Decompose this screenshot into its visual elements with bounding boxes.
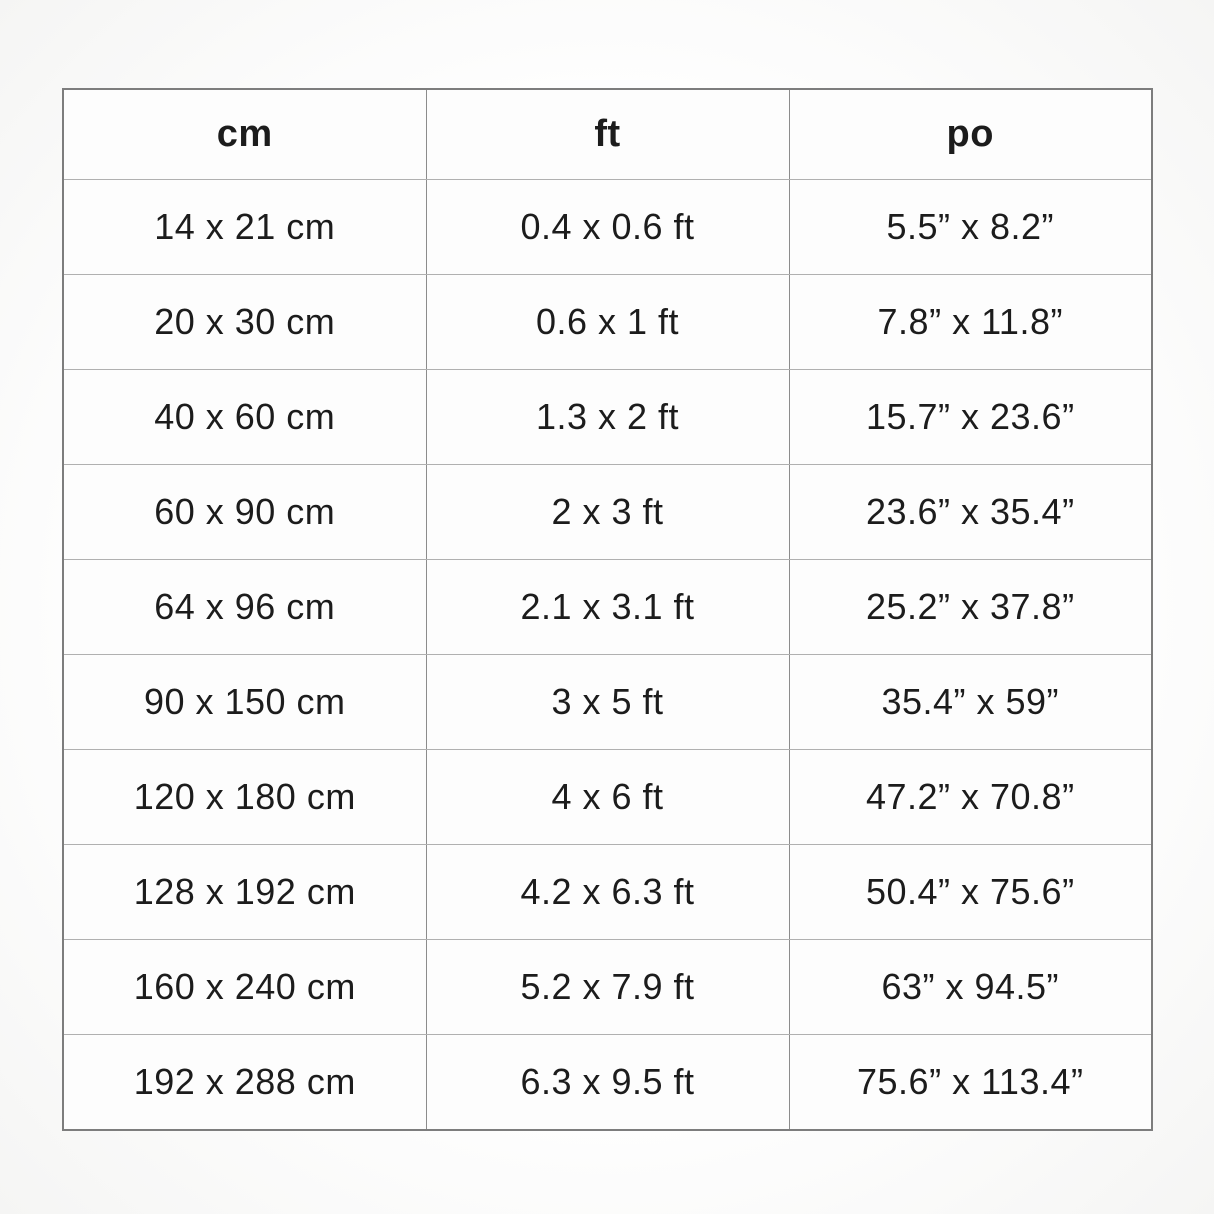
cell-cm: 192 x 288 cm — [63, 1035, 426, 1131]
table-row — [63, 370, 1152, 465]
size-conversion-table-container — [62, 88, 1153, 1131]
table-row — [63, 180, 1152, 275]
table-row — [63, 560, 1152, 655]
column-header-po: po — [789, 89, 1152, 180]
size-conversion-table — [62, 88, 1153, 1131]
cell-cm: 120 x 180 cm — [63, 750, 426, 845]
cell-cm: 128 x 192 cm — [63, 845, 426, 940]
cell-cm: 64 x 96 cm — [63, 560, 426, 655]
cell-cm: 40 x 60 cm — [63, 370, 426, 465]
cell-ft: 6.3 x 9.5 ft — [426, 1035, 789, 1131]
cell-cm: 60 x 90 cm — [63, 465, 426, 560]
cell-po: 5.5” x 8.2” — [789, 180, 1152, 275]
cell-cm: 90 x 150 cm — [63, 655, 426, 750]
column-header-ft: ft — [426, 89, 789, 180]
cell-ft: 3 x 5 ft — [426, 655, 789, 750]
cell-cm: 14 x 21 cm — [63, 180, 426, 275]
cell-po: 35.4” x 59” — [789, 655, 1152, 750]
cell-po: 7.8” x 11.8” — [789, 275, 1152, 370]
column-header-cm: cm — [63, 89, 426, 180]
cell-ft: 1.3 x 2 ft — [426, 370, 789, 465]
table-row — [63, 275, 1152, 370]
cell-ft: 0.4 x 0.6 ft — [426, 180, 789, 275]
cell-po: 23.6” x 35.4” — [789, 465, 1152, 560]
table-row — [63, 750, 1152, 845]
cell-po: 75.6” x 113.4” — [789, 1035, 1152, 1131]
header-row — [63, 89, 1152, 180]
table-row — [63, 845, 1152, 940]
cell-ft: 2.1 x 3.1 ft — [426, 560, 789, 655]
cell-cm: 160 x 240 cm — [63, 940, 426, 1035]
table-row — [63, 655, 1152, 750]
cell-ft: 4.2 x 6.3 ft — [426, 845, 789, 940]
cell-ft: 2 x 3 ft — [426, 465, 789, 560]
cell-ft: 0.6 x 1 ft — [426, 275, 789, 370]
cell-ft: 4 x 6 ft — [426, 750, 789, 845]
cell-po: 25.2” x 37.8” — [789, 560, 1152, 655]
cell-po: 15.7” x 23.6” — [789, 370, 1152, 465]
cell-cm: 20 x 30 cm — [63, 275, 426, 370]
table-row — [63, 940, 1152, 1035]
table-row — [63, 465, 1152, 560]
table-row — [63, 1035, 1152, 1131]
cell-po: 50.4” x 75.6” — [789, 845, 1152, 940]
cell-po: 47.2” x 70.8” — [789, 750, 1152, 845]
cell-po: 63” x 94.5” — [789, 940, 1152, 1035]
cell-ft: 5.2 x 7.9 ft — [426, 940, 789, 1035]
